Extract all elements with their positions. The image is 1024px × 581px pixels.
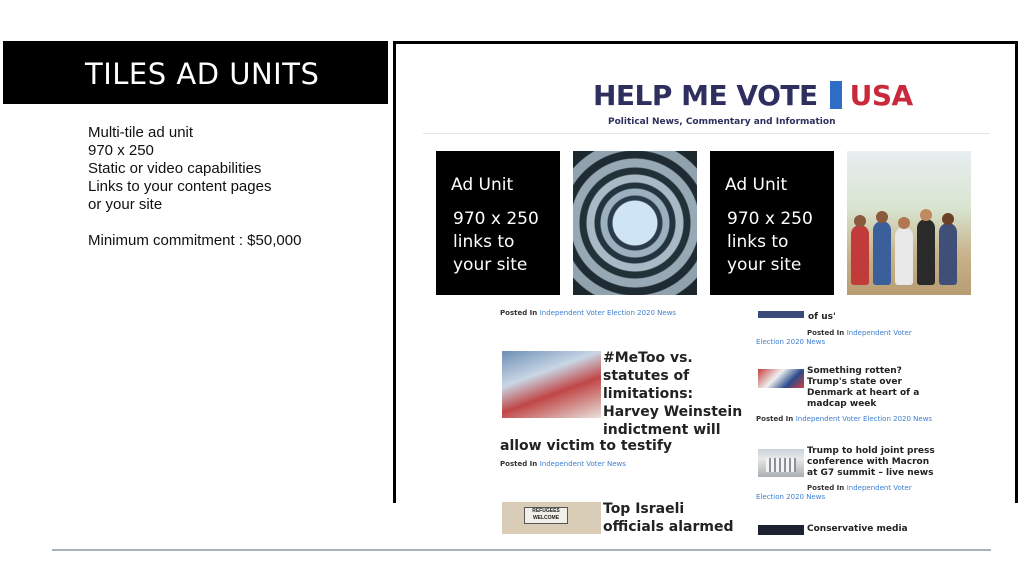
ad-unit-link-text: links to [727, 232, 789, 252]
site-logo[interactable] [593, 78, 913, 112]
headline-line: Trump's state over [807, 377, 902, 387]
posted-label: Posted In [500, 460, 538, 468]
ad-unit-heading: Ad Unit [451, 175, 514, 195]
post-meta-continued [756, 493, 825, 501]
article-thumbnail[interactable] [758, 525, 804, 535]
headline-line: Trump to hold joint press [807, 446, 935, 456]
category-link[interactable]: Election 2020 News [756, 338, 826, 346]
ad-unit-size: 970 x 250 [727, 209, 813, 229]
headline-line: at G7 summit – live news [807, 468, 934, 478]
ad-unit-body [453, 208, 539, 277]
header-divider [423, 133, 990, 134]
headline-line: Harvey Weinstein [603, 404, 743, 420]
person-figure [895, 227, 913, 285]
person-head [854, 215, 866, 227]
category-link[interactable]: Independent Voter Election 2020 News [539, 309, 677, 317]
article-headline-g7[interactable] [807, 446, 935, 479]
person-head [876, 211, 888, 223]
category-link[interactable]: Election 2020 News [756, 493, 826, 501]
article-headline-tail[interactable]: of us' [808, 312, 836, 322]
flag-bar-icon [830, 81, 842, 109]
person-head [898, 217, 910, 229]
posted-label: Posted In [807, 329, 845, 337]
site-tagline: Political News, Commentary and Information [608, 117, 836, 127]
post-meta-continued [756, 338, 825, 346]
headline-line: Denmark at heart of a [807, 388, 920, 398]
minimum-commitment: Minimum commitment : $50,000 [88, 232, 302, 249]
person-figure [917, 219, 935, 285]
ad-unit-link-text: your site [453, 255, 528, 275]
logo-accent-text: USA [849, 78, 913, 112]
group-of-young-people-photo[interactable] [847, 151, 971, 295]
post-meta [756, 415, 932, 423]
person-figure [873, 221, 891, 285]
metoo-protest-thumbnail[interactable] [502, 351, 601, 418]
article-thumbnail[interactable] [758, 311, 804, 318]
post-meta [500, 460, 626, 468]
person-figure [851, 225, 869, 285]
desc-line: Multi-tile ad unit [88, 124, 194, 141]
headline-line: indictment will [603, 422, 721, 438]
desc-line: Links to your content pages [88, 178, 272, 195]
headline-line: statutes of [603, 368, 690, 384]
posted-label: Posted In [807, 484, 845, 492]
refugees-welcome-sign [524, 507, 568, 524]
slide-title: TILES AD UNITS [85, 57, 320, 91]
article-headline-conservative[interactable]: Conservative media [807, 524, 908, 534]
ad-unit-body [727, 208, 813, 277]
ad-unit-size: 970 x 250 [453, 209, 539, 229]
headline-line: conference with Macron [807, 457, 930, 467]
desc-line: 970 x 250 [88, 142, 154, 159]
headline-line: Something rotten? [807, 366, 902, 376]
logo-main-text: HELP ME VOTE [593, 78, 818, 112]
person-figure [939, 223, 957, 285]
person-head [920, 209, 932, 221]
person-head [942, 213, 954, 225]
ad-unit-link-text: your site [727, 255, 802, 275]
sign-text: REFUGEES [532, 508, 560, 514]
category-link[interactable]: Independent Voter News [539, 460, 626, 468]
refugees-welcome-thumbnail[interactable] [502, 502, 601, 534]
denmark-flag-thumbnail[interactable] [758, 369, 804, 388]
category-link[interactable]: Independent Voter [846, 329, 912, 337]
article-headline-metoo[interactable] [603, 349, 742, 439]
article-headline-denmark[interactable] [807, 366, 919, 410]
post-meta [807, 329, 912, 337]
headline-line: Top Israeli [603, 501, 685, 517]
article-headline-israeli[interactable] [603, 500, 733, 536]
capitol-building-thumbnail[interactable] [758, 449, 804, 477]
article-headline-metoo-tail[interactable]: allow victim to testify [500, 438, 673, 454]
spiral-building-photo[interactable] [573, 151, 697, 295]
columns-graphic [766, 458, 796, 472]
sign-text: WELCOME [532, 515, 560, 521]
headline-line: limitations: [603, 386, 694, 402]
headline-line: madcap week [807, 399, 877, 409]
category-link[interactable]: Independent Voter Election 2020 News [795, 415, 933, 423]
category-link[interactable]: Independent Voter [846, 484, 912, 492]
desc-line: Static or video capabilities [88, 160, 262, 177]
ad-unit-tile-2[interactable] [710, 151, 834, 295]
ad-unit-link-text: links to [453, 232, 515, 252]
desc-line: or your site [88, 196, 163, 213]
ad-unit-heading: Ad Unit [725, 175, 788, 195]
slide-title-bar [3, 41, 388, 104]
post-meta [807, 484, 912, 492]
website-mockup-frame [393, 41, 1018, 535]
ad-unit-tile-1[interactable] [436, 151, 560, 295]
post-meta [500, 309, 676, 317]
slide-description [88, 124, 301, 250]
posted-label: Posted In [500, 309, 538, 317]
slide-footer-rule [52, 549, 991, 551]
headline-line: officials alarmed [603, 519, 734, 535]
headline-line: #MeToo vs. [603, 350, 693, 366]
posted-label: Posted In [756, 415, 794, 423]
